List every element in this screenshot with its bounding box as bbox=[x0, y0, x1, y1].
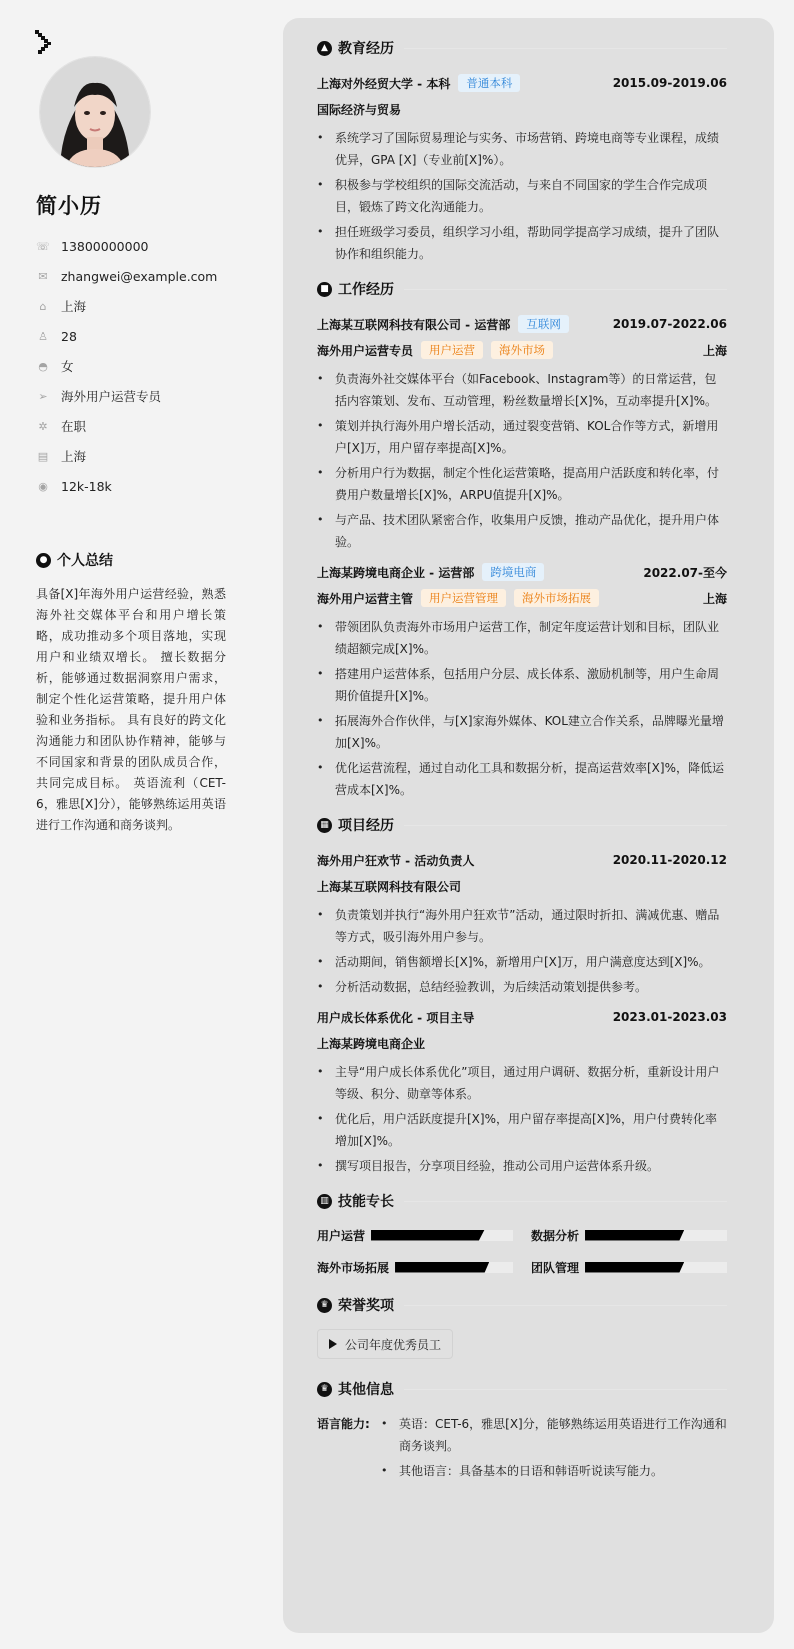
grid-icon: ▦ bbox=[317, 818, 332, 833]
info-value: 上海 bbox=[61, 449, 87, 464]
info-target-position bbox=[36, 381, 236, 411]
projects-heading bbox=[317, 815, 727, 835]
list-item: • 优化后，用户活跃度提升[X]%，用户留存率提高[X]%，用户付费转化率增加[X]%。 bbox=[317, 1108, 727, 1152]
skill-bar-fill bbox=[585, 1230, 684, 1241]
divider bbox=[404, 825, 727, 826]
divider bbox=[404, 1201, 727, 1202]
logo-icon bbox=[34, 30, 52, 56]
list-item: • 负责海外社交媒体平台（如Facebook、Instagram等）的日常运营，包括内容策划、发布、互动管理，粉丝数量增长[X]%，互动率提升[X]%。 bbox=[317, 368, 727, 412]
education-title: 教育经历 bbox=[338, 41, 394, 57]
education-section bbox=[317, 38, 727, 265]
info-phone bbox=[36, 231, 236, 261]
avatar-image bbox=[40, 57, 150, 167]
skill-name: 用户运营 bbox=[317, 1228, 366, 1243]
info-value: 28 bbox=[61, 328, 77, 344]
work-bullets bbox=[317, 616, 727, 801]
project-entry bbox=[317, 1006, 727, 1177]
project-row bbox=[317, 849, 727, 871]
info-age bbox=[36, 321, 236, 351]
project-org-row bbox=[317, 875, 727, 897]
info-salary bbox=[36, 471, 236, 501]
list-item: • 活动期间，销售额增长[X]%，新增用户[X]万，用户满意度达到[X]%。 bbox=[317, 951, 727, 973]
divider bbox=[404, 1389, 727, 1390]
work-entry bbox=[317, 313, 727, 553]
list-item: • 与产品、技术团队紧密合作，收集用户反馈，推动产品优化，提升用户体验。 bbox=[317, 509, 727, 553]
work-bullets bbox=[317, 368, 727, 553]
list-item: • 带领团队负责海外市场用户运营工作，制定年度运营计划和目标，团队业绩超额完成[X]%。 bbox=[317, 616, 727, 660]
gender-icon: ◓ bbox=[38, 359, 48, 373]
bar-chart-icon: ▥ bbox=[317, 1194, 332, 1209]
skill-item bbox=[531, 1225, 727, 1245]
degree-tag: 普通本科 bbox=[458, 74, 520, 92]
project-name: 海外用户狂欢节 - 活动负责人 bbox=[317, 853, 475, 868]
list-item: • 分析活动数据，总结经验教训，为后续活动策划提供参考。 bbox=[317, 976, 727, 998]
major-row bbox=[317, 98, 727, 120]
other-title: 其他信息 bbox=[338, 1382, 394, 1398]
skills-grid bbox=[317, 1225, 727, 1277]
graduation-cap-icon: ▲ bbox=[317, 41, 332, 56]
work-date: 2022.07-至今 bbox=[643, 565, 727, 580]
project-date: 2023.01-2023.03 bbox=[612, 1010, 727, 1024]
education-row bbox=[317, 72, 727, 94]
send-icon: ➢ bbox=[38, 389, 48, 403]
info-gender bbox=[36, 351, 236, 381]
work-entry bbox=[317, 561, 727, 801]
list-item: • 搭建用户运营体系，包括用户分层、成长体系、激励机制等，用户生命周期价值提升[X]%。 bbox=[317, 663, 727, 707]
summary-text: 具备[X]年海外用户运营经验，熟悉海外社交媒体平台和用户增长策略，成功推动多个项目落地，实现用户和业绩双增长。 擅长数据分析，能够通过数据洞察用户需求，制定个性化运营策略，提升用户体验和业务指标。 具有良好的跨文化沟通能力和团队协作精神，能够与不同国家和背景的团队成员合作，共同完成目标。 英语流利（CET-6，雅思[X]分），能够熟练运用英语进行工作沟通和商务谈判。 bbox=[36, 587, 226, 832]
project-date: 2020.11-2020.12 bbox=[612, 853, 727, 867]
skill-name: 团队管理 bbox=[531, 1260, 580, 1275]
info-value: 上海 bbox=[61, 299, 87, 314]
work-date: 2019.07-2022.06 bbox=[612, 317, 727, 331]
skill-bar-fill bbox=[371, 1230, 485, 1241]
skill-bar bbox=[395, 1262, 513, 1273]
info-target-city bbox=[36, 441, 236, 471]
contact-info-list bbox=[36, 231, 236, 501]
language-label: 语言能力: bbox=[317, 1417, 370, 1431]
sidebar bbox=[0, 0, 262, 1649]
main-content bbox=[283, 18, 774, 1633]
info-value: 12k-18k bbox=[61, 478, 112, 494]
project-org: 上海某互联网科技有限公司 bbox=[317, 879, 462, 894]
skill-name: 海外市场拓展 bbox=[317, 1260, 390, 1275]
list-item: • 英语：CET-6，雅思[X]分，能够熟练运用英语进行工作沟通和商务谈判。 bbox=[381, 1413, 727, 1457]
info-status bbox=[36, 411, 236, 441]
divider bbox=[404, 48, 727, 49]
skill-bar-fill bbox=[585, 1262, 684, 1273]
status-icon: ✲ bbox=[38, 419, 48, 433]
info-value: 海外用户运营专员 bbox=[61, 389, 162, 404]
skill-item bbox=[531, 1257, 727, 1277]
info-value: 女 bbox=[61, 359, 74, 374]
list-item: • 担任班级学习委员，组织学习小组，帮助同学提高学习成绩，提升了团队协作和组织能力。 bbox=[317, 221, 727, 265]
skills-heading bbox=[317, 1191, 727, 1211]
info-icon: ♛ bbox=[317, 1382, 332, 1397]
company-row bbox=[317, 561, 727, 583]
major-name: 国际经济与贸易 bbox=[317, 102, 402, 117]
skill-bar-fill bbox=[395, 1262, 489, 1273]
list-item: • 撰写项目报告，分享项目经验，推动公司用户运营体系升级。 bbox=[317, 1155, 727, 1177]
education-heading bbox=[317, 38, 727, 58]
briefcase-icon: ■ bbox=[317, 282, 332, 297]
school-name: 上海对外经贸大学 - 本科 bbox=[317, 76, 451, 91]
work-city: 上海 bbox=[702, 591, 727, 606]
avatar bbox=[40, 57, 150, 167]
honors-heading bbox=[317, 1295, 727, 1315]
work-title: 工作经历 bbox=[338, 282, 394, 298]
list-item: • 优化运营流程，通过自动化工具和数据分析，提高运营效率[X]%，降低运营成本[X]%。 bbox=[317, 757, 727, 801]
award-item bbox=[317, 1329, 453, 1359]
project-name: 用户成长体系优化 - 项目主导 bbox=[317, 1010, 475, 1025]
skill-name: 数据分析 bbox=[531, 1228, 580, 1243]
skill-tag: 海外市场拓展 bbox=[514, 589, 599, 607]
info-value: 在职 bbox=[61, 419, 87, 434]
summary-heading bbox=[36, 550, 226, 570]
list-item: • 负责策划并执行“海外用户狂欢节”活动，通过限时折扣、满减优惠、赠品等方式，吸引海外用户参与。 bbox=[317, 904, 727, 948]
education-bullets bbox=[317, 127, 727, 265]
mail-icon: ✉ bbox=[38, 269, 48, 283]
position-name: 海外用户运营专员 bbox=[317, 343, 414, 358]
play-icon bbox=[329, 1339, 337, 1349]
education-entry bbox=[317, 72, 727, 265]
position-row bbox=[317, 339, 727, 361]
industry-tag: 跨境电商 bbox=[482, 563, 544, 581]
skills-title: 技能专长 bbox=[338, 1194, 394, 1210]
cake-icon: ♙ bbox=[38, 329, 48, 343]
projects-title: 项目经历 bbox=[338, 818, 394, 834]
skills-section bbox=[317, 1191, 727, 1277]
divider bbox=[404, 1305, 727, 1306]
other-section bbox=[317, 1379, 727, 1485]
language-bullets bbox=[373, 1413, 727, 1485]
list-item: • 主导“用户成长体系优化”项目，通过用户调研、数据分析，重新设计用户等级、积分、勋章等体系。 bbox=[317, 1061, 727, 1105]
info-residence bbox=[36, 291, 236, 321]
skill-bar bbox=[585, 1230, 727, 1241]
company-name: 上海某互联网科技有限公司 - 运营部 bbox=[317, 317, 511, 332]
skill-item bbox=[317, 1225, 513, 1245]
skill-tag: 海外市场 bbox=[491, 341, 553, 359]
list-item: • 分析用户行为数据，制定个性化运营策略，提高用户活跃度和转化率，付费用户数量增长[X]%，ARPU值提升[X]%。 bbox=[317, 462, 727, 506]
company-row bbox=[317, 313, 727, 335]
position-name: 海外用户运营主管 bbox=[317, 591, 414, 606]
list-item: • 系统学习了国际贸易理论与实务、市场营销、跨境电商等专业课程，成绩优异，GPA [X]（专业前[X]%）。 bbox=[317, 127, 727, 171]
list-item: • 拓展海外合作伙伴，与[X]家海外媒体、KOL建立合作关系，品牌曝光量增加[X]%。 bbox=[317, 710, 727, 754]
company-name: 上海某跨境电商企业 - 运营部 bbox=[317, 565, 475, 580]
award-name: 公司年度优秀员工 bbox=[345, 1337, 442, 1352]
info-email bbox=[36, 261, 236, 291]
list-item: • 其他语言：具备基本的日语和韩语听说读写能力。 bbox=[381, 1460, 727, 1482]
info-value: 13800000000 bbox=[61, 238, 149, 254]
project-row bbox=[317, 1006, 727, 1028]
user-icon: ● bbox=[36, 553, 51, 568]
projects-section bbox=[317, 815, 727, 1177]
home-icon: ⌂ bbox=[39, 299, 47, 313]
honors-section bbox=[317, 1295, 727, 1379]
industry-tag: 互联网 bbox=[518, 315, 569, 333]
language-row bbox=[317, 1413, 727, 1485]
honors-title: 荣誉奖项 bbox=[338, 1298, 394, 1314]
list-item: • 积极参与学校组织的国际交流活动，与来自不同国家的学生合作完成项目，锻炼了跨文化沟通能力。 bbox=[317, 174, 727, 218]
skill-tag: 用户运营管理 bbox=[421, 589, 506, 607]
phone-icon: ☏ bbox=[36, 239, 50, 253]
work-heading bbox=[317, 279, 727, 299]
skill-bar bbox=[585, 1262, 727, 1273]
skill-tag: 用户运营 bbox=[421, 341, 483, 359]
profile-name: 简小历 bbox=[36, 194, 102, 218]
education-date: 2015.09-2019.06 bbox=[612, 76, 727, 90]
summary-title: 个人总结 bbox=[57, 553, 113, 569]
project-bullets bbox=[317, 1061, 727, 1177]
divider bbox=[404, 289, 727, 290]
work-city: 上海 bbox=[702, 343, 727, 358]
trophy-icon: ♛ bbox=[317, 1298, 332, 1313]
project-org-row bbox=[317, 1032, 727, 1054]
other-heading bbox=[317, 1379, 727, 1399]
project-org: 上海某跨境电商企业 bbox=[317, 1036, 426, 1051]
skill-item bbox=[317, 1257, 513, 1277]
project-bullets bbox=[317, 904, 727, 998]
work-section bbox=[317, 279, 727, 801]
position-row bbox=[317, 587, 727, 609]
summary-section bbox=[36, 550, 226, 836]
skill-bar bbox=[371, 1230, 513, 1241]
info-value: zhangwei@example.com bbox=[61, 268, 218, 284]
building-icon: ▤ bbox=[37, 449, 49, 463]
project-entry bbox=[317, 849, 727, 998]
list-item: • 策划并执行海外用户增长活动，通过裂变营销、KOL合作等方式，新增用户[X]万，用户留存率提高[X]%。 bbox=[317, 415, 727, 459]
salary-icon: ◉ bbox=[38, 479, 48, 493]
